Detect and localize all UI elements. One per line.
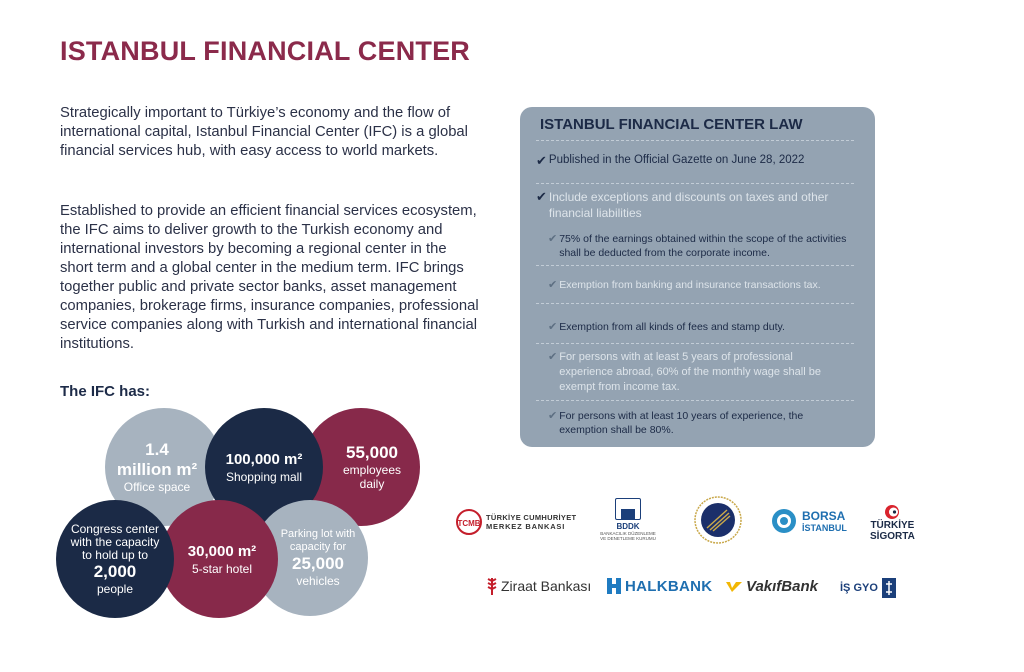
- description-paragraph: Established to provide an efficient financial services ecosystem, the IFC aims to deliver growth to the Turkish economy and international investors by becoming a regional center in the short term and a global center in the medium term. IFC brings together public and private sector banks, asset management companies, brokerage firms, insurance companies, professional service companies along with Turkish and international financial institutions.: [60, 203, 479, 352]
- hotel-label: 5-star hotel: [191, 562, 252, 576]
- law-subitem-text: Exemption from all kinds of fees and stamp duty.: [559, 321, 785, 333]
- tcmb-mark: TCMB: [457, 519, 481, 528]
- office-value: 1.4: [145, 440, 169, 459]
- congress-unit: people: [96, 581, 134, 596]
- borsa-istanbul-logo: [770, 507, 847, 535]
- bddk-emblem-icon: [615, 498, 641, 520]
- sigorta-line1: TÜRKİYE: [870, 520, 915, 531]
- hotel-circle: [160, 500, 278, 618]
- office-unit: million m²: [116, 460, 198, 479]
- tcmb-line2: MERKEZ BANKASI: [486, 522, 566, 531]
- intro-paragraph: Strategically important to Türkiye’s economy and the flow of international capital, Istanbul Financial Center (IFC) is a global financial services hub, with easy access to world markets.: [60, 105, 468, 159]
- congress-value: 2,000: [93, 561, 137, 581]
- turkiye-sigorta-logo: [870, 504, 915, 542]
- law-subitem: [548, 278, 848, 292]
- law-item-text: Include exceptions and discounts on taxes and other financial liabilities: [548, 190, 829, 220]
- divider: [536, 343, 854, 344]
- sigorta-emblem-icon: [884, 504, 900, 520]
- borsa-emblem-icon: [770, 507, 798, 535]
- wheat-icon: [485, 576, 499, 596]
- divider: [536, 400, 854, 401]
- law-item: [536, 189, 836, 221]
- mall-value: 100,000 m²: [225, 451, 303, 468]
- tcmb-line1: TÜRKİYE CUMHURİYET: [486, 513, 577, 522]
- check-icon: ✔: [536, 153, 547, 168]
- isbank-emblem-icon: [882, 578, 896, 598]
- bddk-text: BDDK: [616, 522, 640, 531]
- law-subitem: [548, 350, 848, 395]
- divider: [536, 183, 854, 184]
- check-icon: ✔: [548, 321, 558, 333]
- law-subitem: [548, 409, 848, 437]
- parking-value: 25,000: [292, 554, 344, 573]
- office-label: Office space: [123, 480, 191, 494]
- bddk-subtext: BANKACILIK DÜZENLEME VE DENETLEME KURUMU: [600, 531, 656, 541]
- vakifbank-logo: [725, 578, 818, 595]
- congress-circle: [56, 500, 174, 618]
- divider: [536, 140, 854, 141]
- halkbank-logo: [606, 577, 712, 595]
- hotel-value: 30,000 m²: [187, 543, 257, 560]
- congress-label: Congress center with the capacity to hold up to: [70, 521, 160, 562]
- ziraat-logo: [485, 576, 591, 596]
- check-icon: ✔: [548, 279, 558, 291]
- check-icon: ✔: [548, 233, 558, 245]
- is-gyo-logo: [840, 578, 896, 598]
- law-subitem-text: Exemption from banking and insurance transactions tax.: [559, 279, 821, 291]
- tcmb-emblem-icon: [455, 508, 483, 536]
- tcmb-logo: [455, 508, 576, 536]
- sigorta-line2: SİGORTA: [870, 531, 915, 542]
- law-subitem: [548, 232, 848, 260]
- law-subitem-text: 75% of the earnings obtained within the scope of the activities shall be deducted from the corporate income.: [559, 233, 847, 259]
- employees-value: 55,000: [346, 443, 398, 462]
- parking-unit: vehicles: [296, 574, 340, 588]
- check-icon: ✔: [536, 189, 547, 204]
- parking-label: Parking lot with capacity for: [280, 528, 356, 553]
- vakifbank-text: VakıfBank: [746, 578, 818, 595]
- spk-logo: [693, 495, 743, 545]
- bddk-logo: [598, 498, 658, 541]
- law-item: [536, 153, 856, 168]
- borsa-line2: İSTANBUL: [802, 522, 847, 533]
- halkbank-emblem-icon: [606, 577, 622, 595]
- divider: [536, 265, 854, 266]
- employees-label: employees daily: [342, 463, 402, 491]
- ziraat-text: Ziraat Bankası: [501, 578, 592, 594]
- spk-seal-icon: [693, 495, 743, 545]
- law-item-text: Published in the Official Gazette on June 28, 2022: [548, 154, 805, 166]
- check-icon: ✔: [548, 351, 558, 363]
- page-title: ISTANBUL FINANCIAL CENTER: [60, 36, 470, 66]
- halkbank-text: HALKBANK: [625, 577, 713, 595]
- check-icon: ✔: [548, 410, 558, 422]
- ifc-has-heading: The IFC has:: [60, 383, 151, 400]
- law-title: ISTANBUL FINANCIAL CENTER LAW: [540, 116, 803, 133]
- mall-label: Shopping mall: [225, 470, 303, 484]
- law-subitem-text: For persons with at least 10 years of experience, the exemption shall be 80%.: [559, 410, 804, 436]
- law-subitem-text: For persons with at least 5 years of professional experience abroad, 60% of the monthly wage shall be exempt from income tax.: [559, 351, 821, 393]
- divider: [536, 303, 854, 304]
- isgyo-text: İŞ GYO: [840, 582, 878, 594]
- law-subitem: [548, 320, 848, 334]
- borsa-line1: BORSA: [802, 508, 846, 523]
- vakifbank-emblem-icon: [725, 580, 743, 594]
